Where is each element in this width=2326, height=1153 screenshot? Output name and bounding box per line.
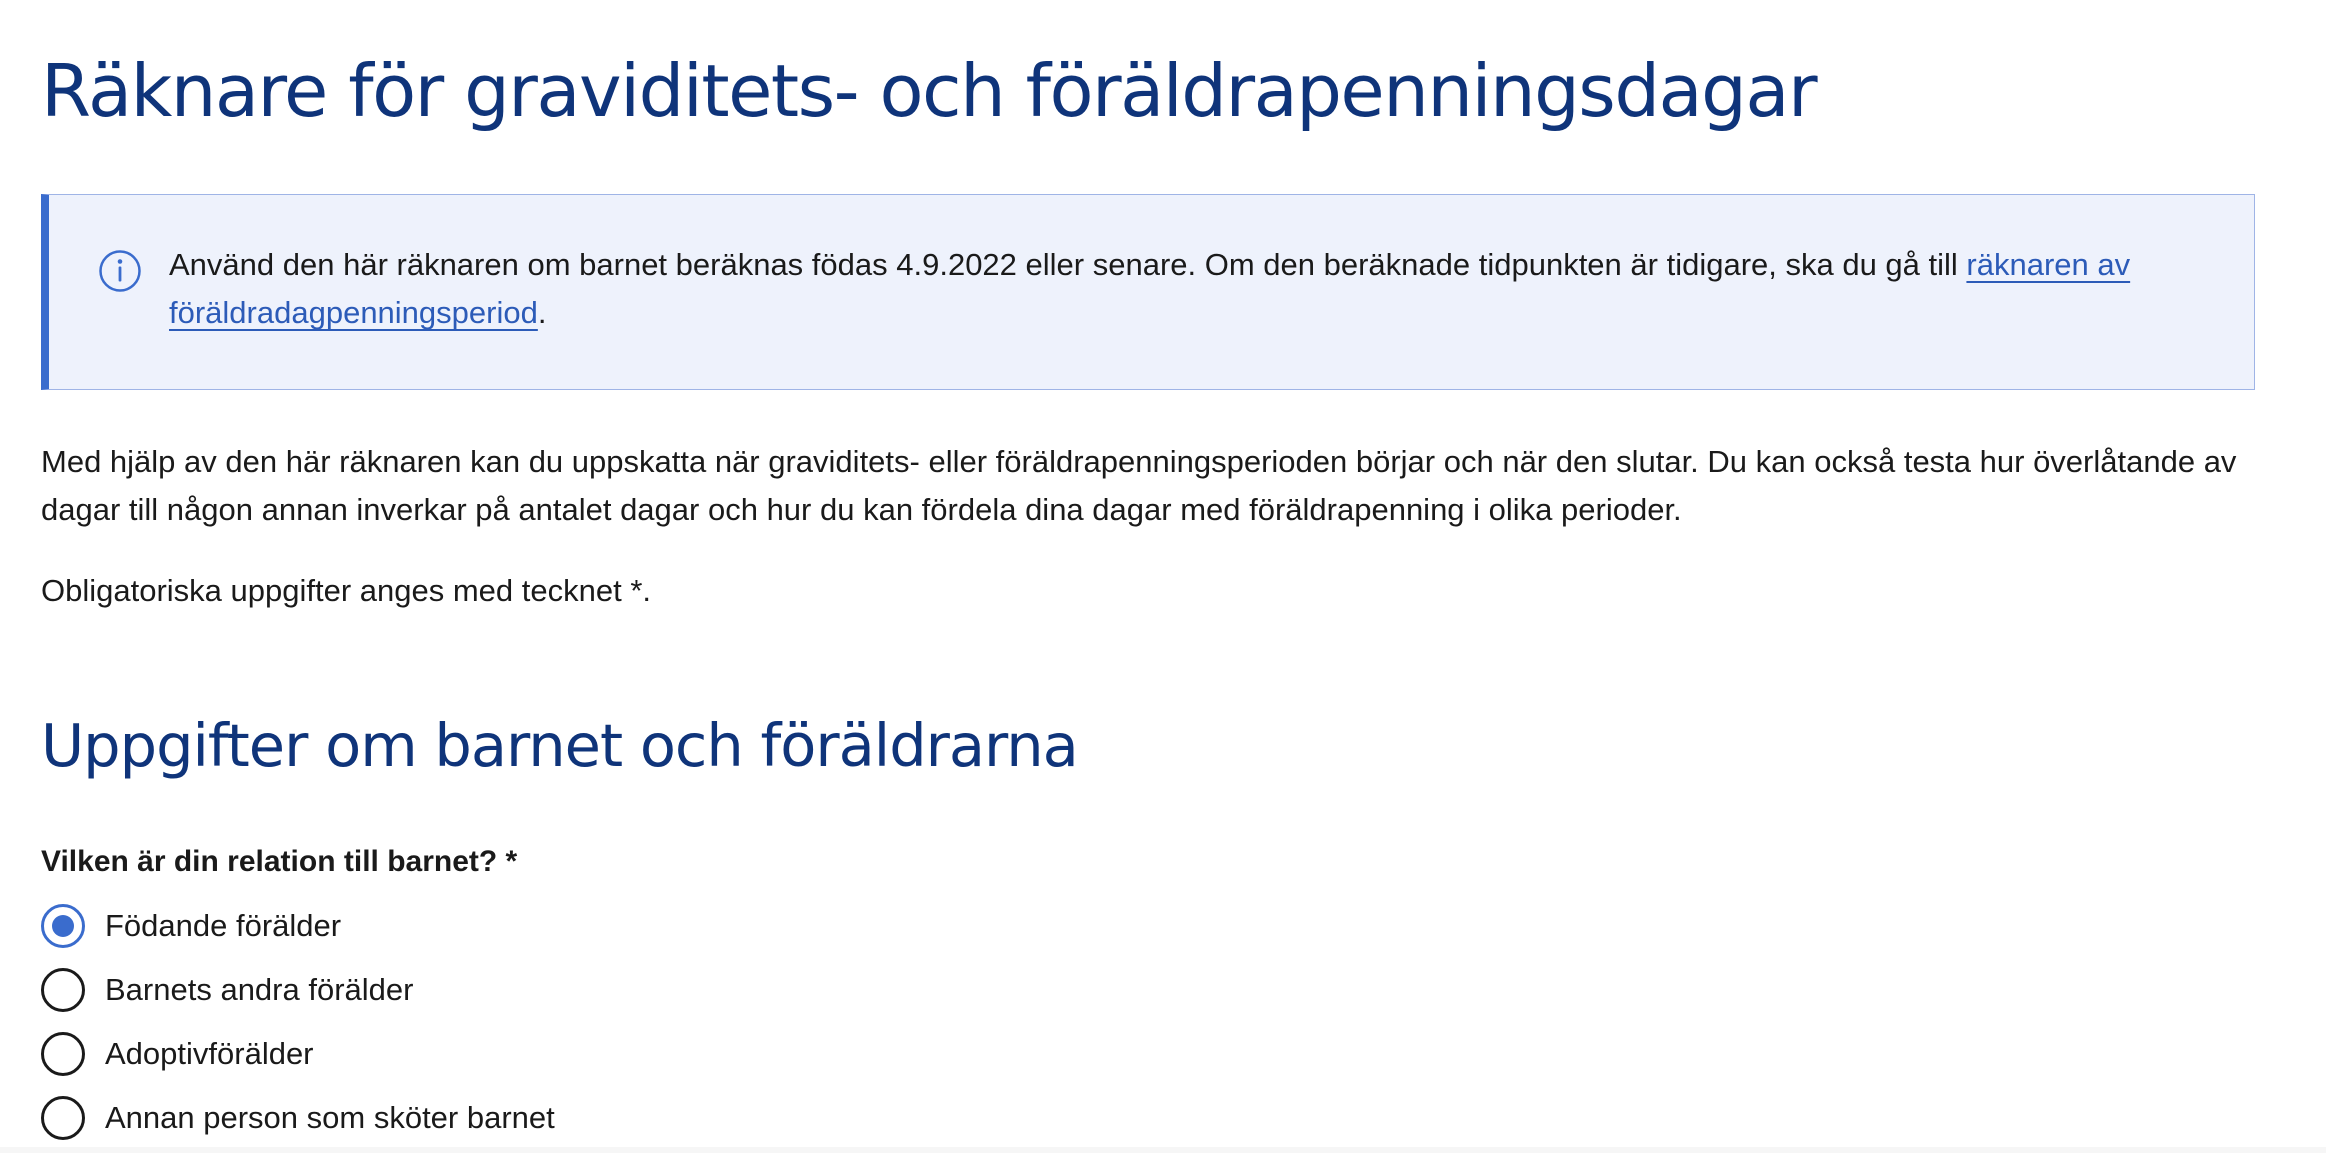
radio-option-adoptive-parent[interactable] [41,1030,314,1078]
info-text [169,241,2209,337]
intro-paragraph: Med hjälp av den här räknaren kan du uppskatta när graviditets- eller föräldrapenningsperioden börjar och när den slutar. Du kan också testa hur överlåtande av dagar till någon annan inverkar på antalet dagar och hur du kan fördela dina dagar med föräldrapenning i olika perioder. [41,444,2237,527]
radio-option-birthing-parent[interactable] [41,902,341,950]
calculator-link[interactable]: räknaren av föräldradagpenningsperiod [169,247,2131,330]
relation-question-label: Vilken är din relation till barnet? * [41,845,518,878]
radio-label: Annan person som sköter barnet [105,1100,555,1135]
info-text-after-link: . [537,295,547,330]
section-title: Uppgifter om barnet och föräldrarna [41,711,1078,780]
radio-label: Födande förälder [105,908,342,943]
required-fields-note: Obligatoriska uppgifter anges med tecknet *. [41,573,652,608]
radio-label: Adoptivförälder [105,1036,314,1071]
radio-option-other-parent[interactable] [41,966,413,1014]
bottom-edge [0,1147,2326,1153]
radio-button[interactable] [41,1096,85,1140]
radio-button-selected[interactable] [41,904,85,948]
page-title: Räknare för graviditets- och föräldrapenningsdagar [41,49,1817,133]
radio-button[interactable] [41,1032,85,1076]
info-text-before-link: Använd den här räknaren om barnet beräknas födas 4.9.2022 eller senare. Om den beräknade tidpunkten är tidigare, ska du gå till [169,247,1967,282]
info-icon [98,249,142,293]
info-notice [41,194,2255,390]
radio-button[interactable] [41,968,85,1012]
radio-label: Barnets andra förälder [105,972,414,1007]
radio-option-other-caregiver[interactable] [41,1094,555,1142]
